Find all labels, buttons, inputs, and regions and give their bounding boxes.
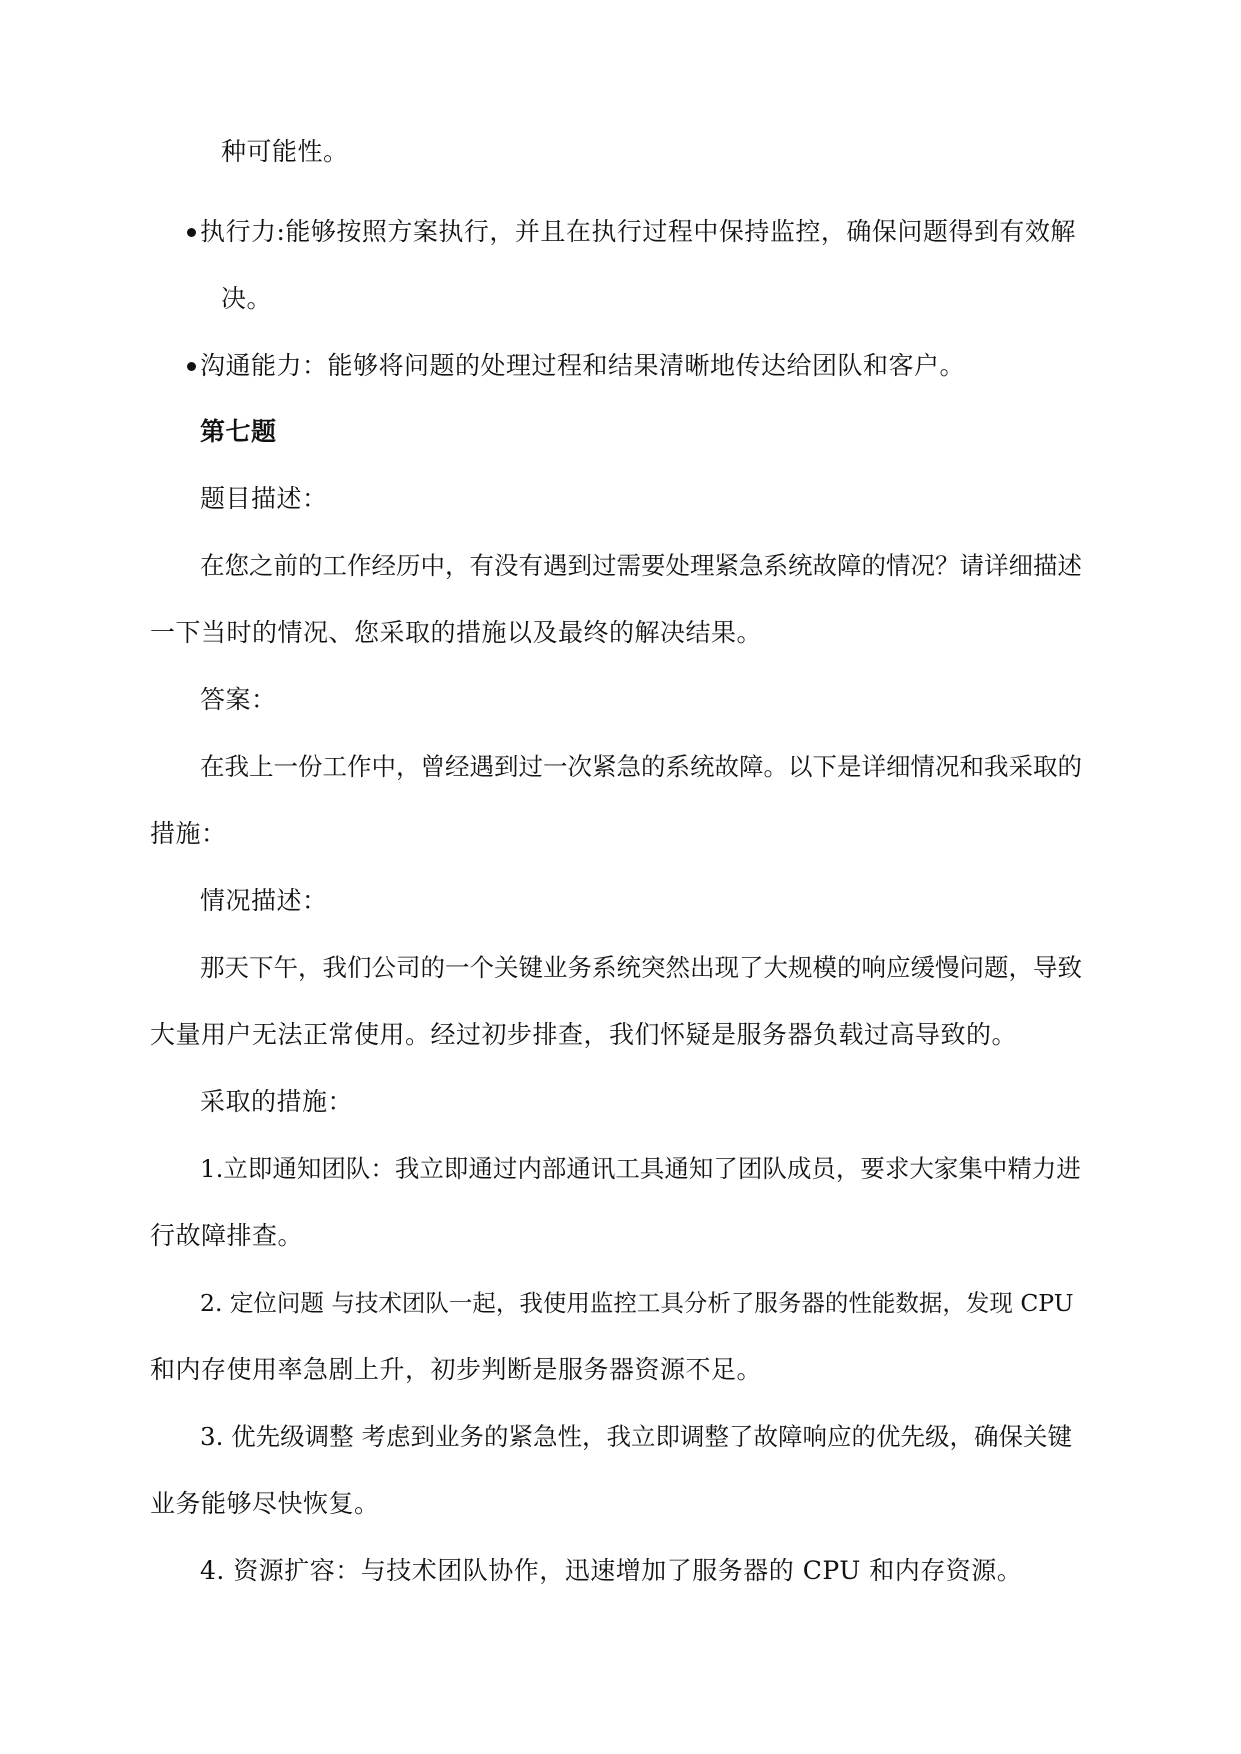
- answer-label: 答案：: [200, 685, 277, 714]
- measure-item-2-line2: 和内存使用率急剧上升，初步判断是服务器资源不足。: [150, 1355, 763, 1384]
- measure-item-3-line2: 业务能够尽快恢复。: [150, 1489, 380, 1518]
- answer-intro-line1: 在我上一份工作中，曾经遇到过一次紧急的系统故障。以下是详细情况和我采取的: [200, 752, 1082, 781]
- situation-line2: 大量用户无法正常使用。经过初步排查，我们怀疑是服务器负载过高导致的。: [150, 1020, 1018, 1049]
- measure-item-3-line1: 3. 优先级调整 考虑到业务的紧急性，我立即调整了故障响应的优先级，确保关键: [200, 1422, 1072, 1451]
- measures-label: 采取的措施：: [200, 1087, 354, 1116]
- question-label: 题目描述：: [200, 484, 328, 513]
- measure-item-2-line1: 2. 定位问题 与技术团队一起，我使用监控工具分析了服务器的性能数据，发现 CPU: [200, 1289, 1074, 1317]
- measure-item-1-line1: 1.立即通知团队：我立即通过内部通讯工具通知了团队成员，要求大家集中精力进: [200, 1154, 1081, 1183]
- section-title: 第七题: [200, 417, 277, 446]
- question-text-line1: 在您之前的工作经历中，有没有遇到过需要处理紧急系统故障的情况？请详细描述: [200, 551, 1082, 580]
- continuation-line: 种可能性。: [221, 137, 349, 166]
- bullet-item-communication: 沟通能力：能够将问题的处理过程和结果清晰地传达给团队和客户。: [200, 351, 966, 380]
- bullet-item-execution-continued: 决。: [221, 284, 273, 313]
- measure-item-4-line1: 4. 资源扩容：与技术团队协作，迅速增加了服务器的 CPU 和内存资源。: [200, 1556, 1023, 1585]
- situation-label: 情况描述：: [200, 886, 328, 915]
- bullet-item-execution: 执行力:能够按照方案执行，并且在执行过程中保持监控，确保问题得到有效解: [200, 217, 1076, 246]
- situation-line1: 那天下午，我们公司的一个关键业务系统突然出现了大规模的响应缓慢问题，导致: [200, 953, 1082, 982]
- question-text-line2: 一下当时的情况、您采取的措施以及最终的解决结果。: [150, 618, 763, 647]
- answer-intro-line2: 措施：: [150, 819, 227, 848]
- measure-item-1-line2: 行故障排查。: [150, 1221, 304, 1250]
- bullet-dot-icon: [187, 362, 196, 371]
- bullet-dot-icon: [187, 228, 196, 237]
